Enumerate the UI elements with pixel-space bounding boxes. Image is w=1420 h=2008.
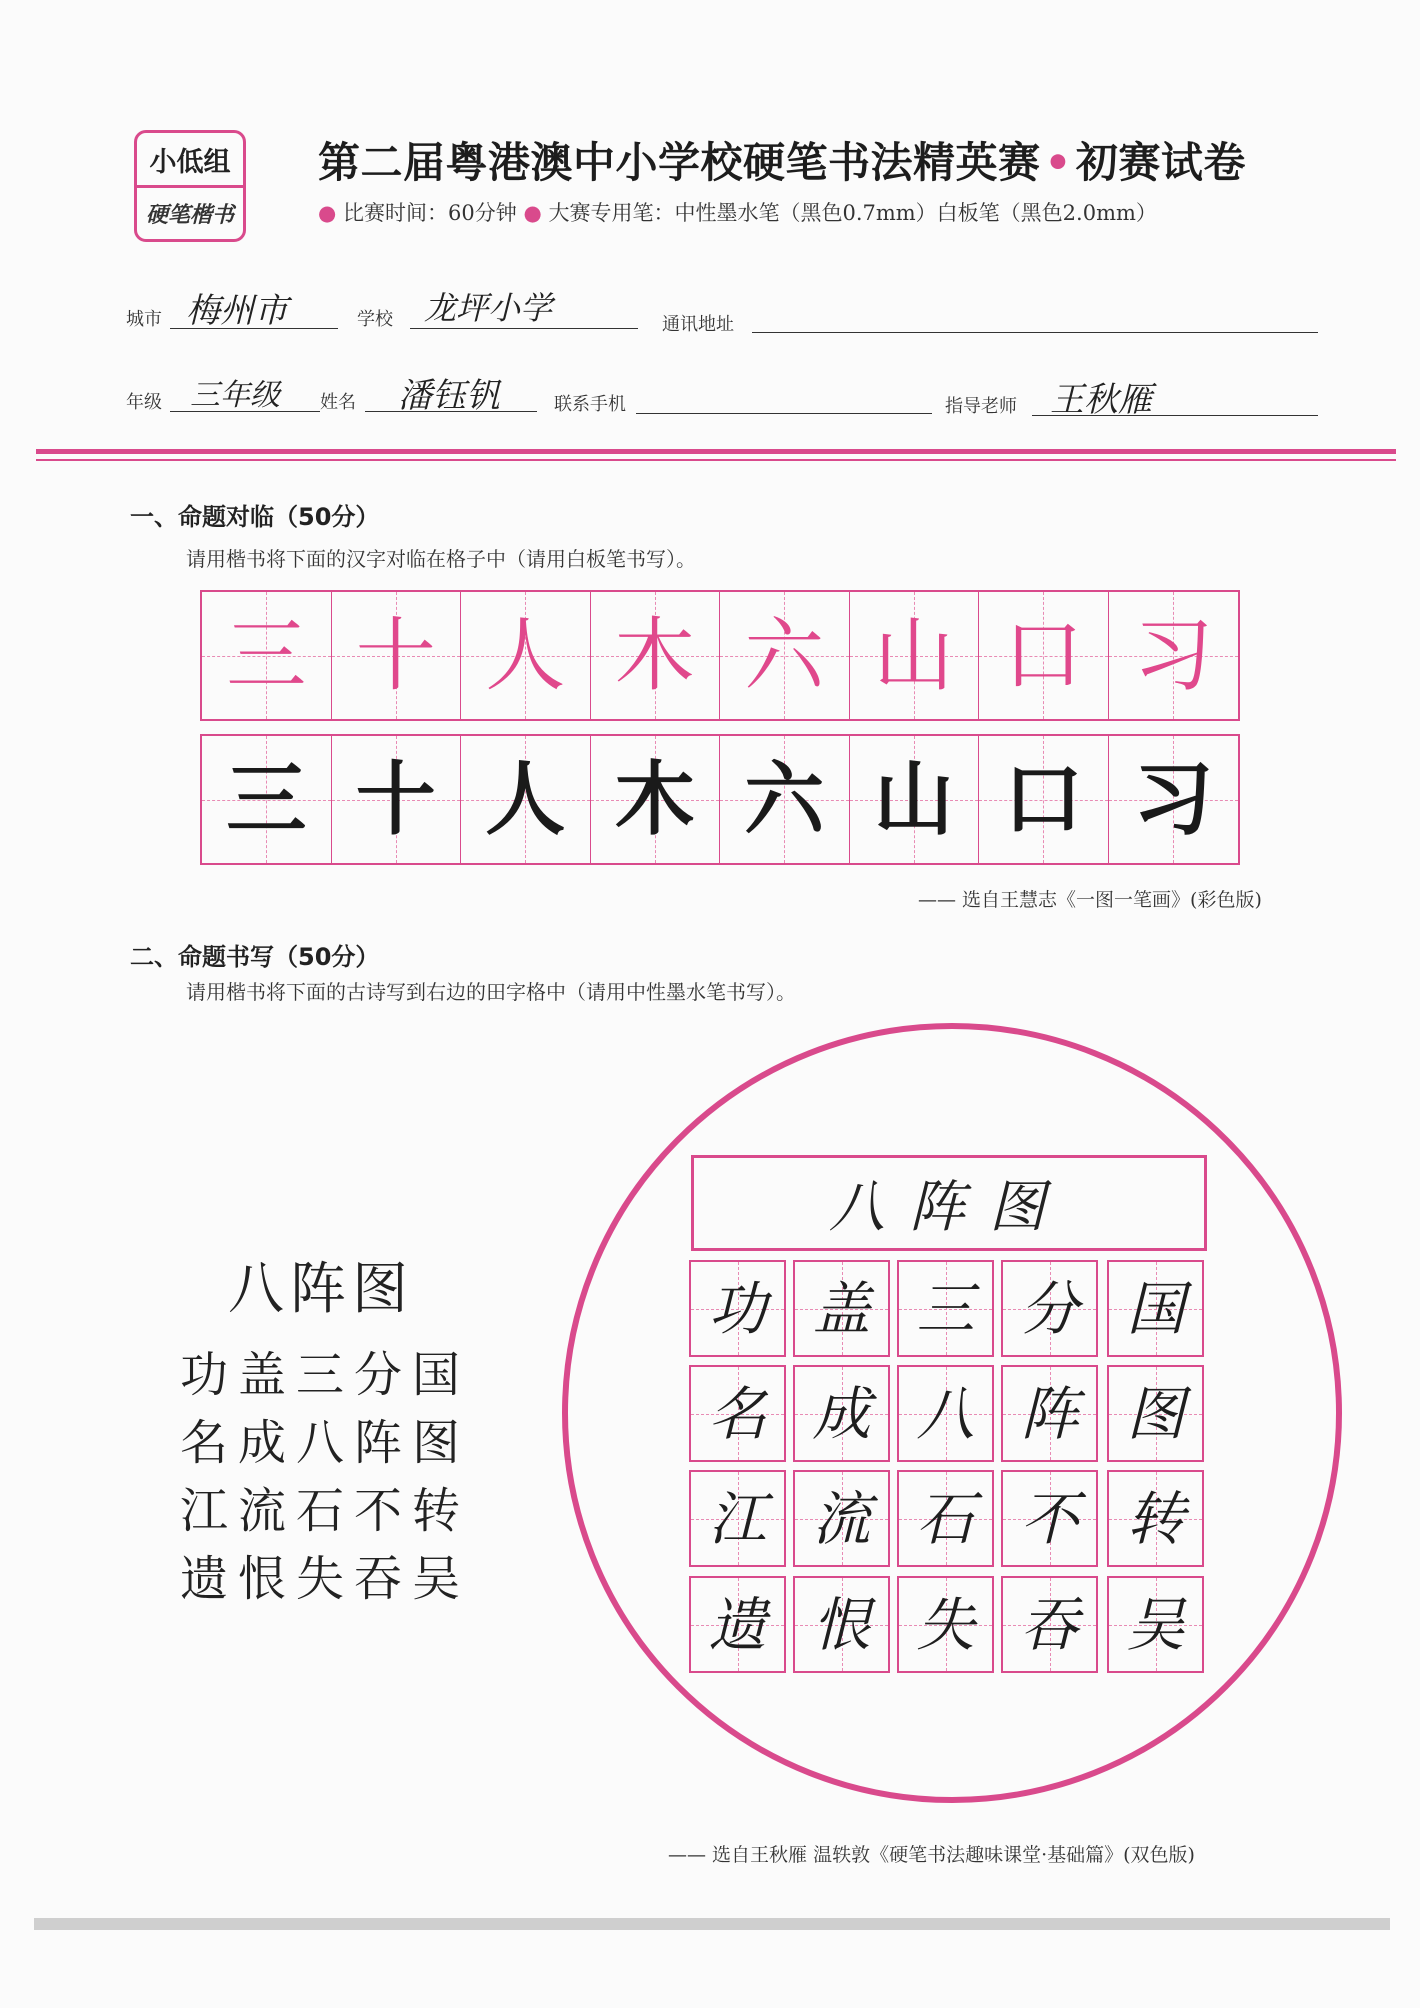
written-char: 名 (708, 1379, 767, 1448)
address-field[interactable] (752, 332, 1318, 333)
poem-line: 江流石不转 (180, 1483, 471, 1539)
practice-cell[interactable] (897, 1260, 994, 1357)
written-char: 分 (1020, 1274, 1079, 1343)
model-char: 三 (226, 608, 307, 702)
practice-cell[interactable] (1107, 1576, 1204, 1673)
written-char: 江 (708, 1484, 767, 1553)
poem-line: 功盖三分国 (180, 1347, 471, 1403)
name-value: 潘钰钒 (398, 376, 500, 416)
written-char: 不 (1020, 1484, 1079, 1553)
written-char: 吴 (1126, 1590, 1185, 1659)
written-char: 六 (744, 752, 825, 846)
practice-cell[interactable] (897, 1470, 994, 1567)
practice-cell[interactable] (1107, 1470, 1204, 1567)
title-main: 第二届粤港澳中小学校硬笔书法精英赛 (318, 138, 1041, 187)
title-sub: 初赛试卷 (1075, 138, 1246, 187)
divider-rule (36, 449, 1396, 454)
phone-label: 联系手机 (554, 394, 626, 415)
phone-field[interactable] (636, 413, 932, 414)
name-label: 姓名 (320, 392, 356, 413)
title-dot: • (1044, 138, 1072, 187)
poem-line: 名成八阵图 (180, 1415, 471, 1471)
group-badge (134, 130, 246, 242)
written-char: 阵 (1020, 1379, 1079, 1448)
written-char: 人 (485, 752, 566, 846)
copy-char-cell[interactable] (202, 736, 332, 863)
model-char: 人 (485, 608, 566, 702)
grade-label: 年级 (126, 392, 162, 413)
model-char: 习 (1133, 608, 1214, 702)
practice-cell[interactable] (1001, 1365, 1098, 1462)
school-label: 学校 (357, 309, 393, 330)
practice-cell[interactable] (897, 1576, 994, 1673)
practice-cell[interactable] (793, 1470, 890, 1567)
written-char: 八 (916, 1379, 975, 1448)
written-char: 习 (1133, 752, 1214, 846)
written-char: 三 (226, 752, 307, 846)
school-value: 龙坪小学 (424, 289, 553, 327)
badge-group-label: 小低组 (137, 133, 243, 188)
practice-cell[interactable] (689, 1470, 786, 1567)
contest-info (318, 197, 1157, 227)
practice-cell[interactable] (689, 1365, 786, 1462)
practice-cell[interactable] (689, 1260, 786, 1357)
section2-source: —— 选自王秋雁 温轶敦《硬笔书法趣味课堂·基础篇》(双色版) (668, 1844, 1195, 1866)
poem-title: 八阵图 (228, 1257, 414, 1322)
model-char-cell (202, 592, 332, 719)
section2-heading: 二、命题书写（50分） (130, 943, 380, 971)
written-char: 成 (812, 1379, 871, 1448)
model-char: 十 (355, 608, 436, 702)
contest-pens: 大赛专用笔：中性墨水笔（黑色0.7mm）白板笔（黑色2.0mm） (548, 201, 1157, 225)
page-title (318, 130, 1246, 190)
practice-cell[interactable] (689, 1576, 786, 1673)
teacher-value: 王秋雁 (1050, 380, 1152, 420)
copy-char-cell[interactable] (591, 736, 721, 863)
practice-cell[interactable] (793, 1576, 890, 1673)
written-char: 遗 (708, 1590, 767, 1659)
practice-cell[interactable] (1001, 1576, 1098, 1673)
practice-cell[interactable] (1001, 1470, 1098, 1567)
bullet-icon: ● (318, 201, 337, 225)
written-char: 流 (812, 1484, 871, 1553)
bullet-icon: ● (523, 201, 542, 225)
model-char-cell (1109, 592, 1239, 719)
practice-cell[interactable] (793, 1365, 890, 1462)
copy-char-cell[interactable] (461, 736, 591, 863)
model-char-row (200, 590, 1240, 721)
divider-rule-thin (36, 459, 1396, 461)
written-char: 盖 (812, 1274, 871, 1343)
written-char: 功 (708, 1274, 767, 1343)
poem-line: 遗恨失吞吴 (180, 1551, 471, 1607)
badge-category-label: 硬笔楷书 (145, 202, 234, 228)
copy-char-cell[interactable] (850, 736, 980, 863)
copy-char-row[interactable] (200, 734, 1240, 865)
copy-char-cell[interactable] (332, 736, 462, 863)
practice-cell[interactable] (897, 1365, 994, 1462)
written-title-box[interactable] (691, 1155, 1207, 1251)
written-poem-title: 八阵图 (829, 1175, 1069, 1240)
model-char: 木 (614, 608, 695, 702)
section2-instruction: 请用楷书将下面的古诗写到右边的田字格中（请用中性墨水笔书写）。 (186, 980, 796, 1004)
written-char: 图 (1126, 1379, 1185, 1448)
city-label: 城市 (126, 309, 162, 330)
written-char: 口 (1003, 752, 1084, 846)
written-char: 失 (916, 1590, 975, 1659)
section1-source: —— 选自王慧志《一图一笔画》(彩色版) (918, 889, 1262, 911)
grade-value: 三年级 (190, 378, 280, 413)
written-char: 吞 (1020, 1590, 1079, 1659)
written-char: 石 (916, 1484, 975, 1553)
practice-cell[interactable] (1107, 1365, 1204, 1462)
practice-cell[interactable] (1107, 1260, 1204, 1357)
model-char-cell (461, 592, 591, 719)
section1-heading: 一、命题对临（50分） (130, 503, 380, 531)
city-value: 梅州市 (186, 291, 288, 331)
footer-bar (34, 1918, 1390, 1930)
written-char: 十 (355, 752, 436, 846)
written-char: 三 (916, 1274, 975, 1343)
model-char-cell (850, 592, 980, 719)
model-char-cell (332, 592, 462, 719)
practice-cell[interactable] (1001, 1260, 1098, 1357)
practice-cell[interactable] (793, 1260, 890, 1357)
model-char: 六 (744, 608, 825, 702)
section1-instruction: 请用楷书将下面的汉字对临在格子中（请用白板笔书写）。 (186, 547, 696, 571)
written-char: 山 (873, 752, 954, 846)
copy-char-cell[interactable] (1109, 736, 1239, 863)
copy-char-cell[interactable] (979, 736, 1109, 863)
written-char: 木 (614, 752, 695, 846)
model-char: 山 (873, 608, 954, 702)
copy-char-cell[interactable] (720, 736, 850, 863)
model-char-cell (979, 592, 1109, 719)
model-char-cell (720, 592, 850, 719)
written-char: 转 (1126, 1484, 1185, 1553)
teacher-label: 指导老师 (945, 396, 1017, 417)
contest-time: 比赛时间：60分钟 (343, 201, 517, 225)
model-char-cell (591, 592, 721, 719)
model-char: 口 (1003, 608, 1084, 702)
address-label: 通讯地址 (662, 314, 734, 335)
written-char: 国 (1126, 1274, 1185, 1343)
written-char: 恨 (812, 1590, 871, 1659)
